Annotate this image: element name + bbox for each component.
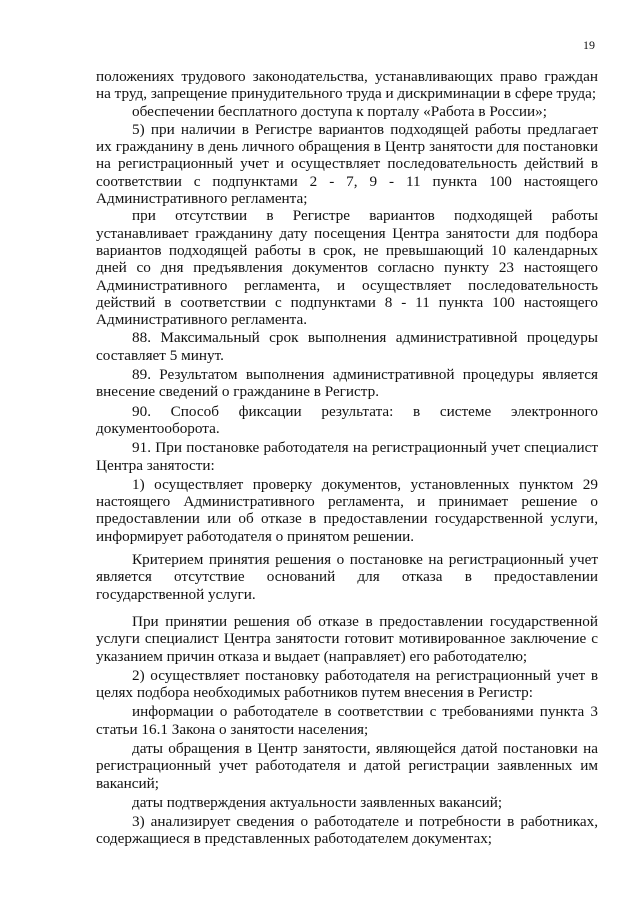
paragraph: даты подтверждения актуальности заявленных вакансий; (132, 793, 503, 811)
paragraph: обеспечении бесплатного доступа к порталу «Работа в России»; (132, 102, 547, 120)
paragraph: даты обращения в Центр занятости, являющейся датой постановки на регистрационный учет работодателя и датой регистрации заявленных им вакансий; (96, 739, 598, 792)
paragraph: положениях трудового законодательства, устанавливающих право граждан на труд, запрещение принудительного труда и дискриминации в сфере труда; (96, 68, 598, 103)
paragraph: 2) осуществляет постановку работодателя на регистрационный учет в целях подбора необходимых работников путем внесения в Регистр: (96, 666, 598, 702)
page-body (96, 68, 598, 848)
paragraph: 3) анализирует сведения о работодателе и потребности в работниках, содержащиеся в представленных работодателем документах; (96, 813, 598, 848)
paragraph: при отсутствии в Регистре вариантов подходящей работы устанавливает гражданину дату посещения Центра занятости для подбора вариантов подходящей работы в срок, не превышающий 10 календарных дней со дня предъявления документов согласно пункту 23 настоящего Административного регламента, и осуществляет последовательность действий в соответствии с подпунктами 8 - 11 пункта 100 настоящего Административного регламента. (96, 207, 598, 329)
paragraph: 91. При постановке работодателя на регистрационный учет специалист Центра занятости: (96, 439, 598, 474)
paragraph: 5) при наличии в Регистре вариантов подходящей работы предлагает их гражданину в день личного обращения в Центр занятости для постановки на регистрационный учет и осуществляет последовательность действий в соответствии с подпунктами 2 - 7, 9 - 11 пункта 100 настоящего Административного регламента; (96, 120, 598, 208)
paragraph: информации о работодателе в соответствии с требованиями пункта 3 статьи 16.1 Закона о занятости населения; (96, 703, 598, 738)
paragraph: 90. Способ фиксации результата: в системе электронного документооборота. (96, 402, 598, 437)
page-number: 19 (583, 38, 595, 52)
paragraph: При принятии решения об отказе в предоставлении государственной услуги специалист Центра занятости готовит мотивированное заключение с указанием причин отказа и выдает (направляет) его работодателю; (96, 612, 598, 665)
paragraph: 89. Результатом выполнения административной процедуры является внесение сведений о гражданине в Регистр. (96, 366, 598, 401)
paragraph: Критерием принятия решения о постановке на регистрационный учет является отсутствие оснований для отказа в предоставлении государственной услуги. (96, 551, 598, 603)
paragraph: 1) осуществляет проверку документов, установленных пунктом 29 настоящего Административного регламента, и принимает решение о предоставлении или об отказе в предоставлении государственной услуги, информирует работодателя о принятом решении. (96, 475, 598, 545)
paragraph: 88. Максимальный срок выполнения административной процедуры составляет 5 минут. (96, 329, 598, 364)
